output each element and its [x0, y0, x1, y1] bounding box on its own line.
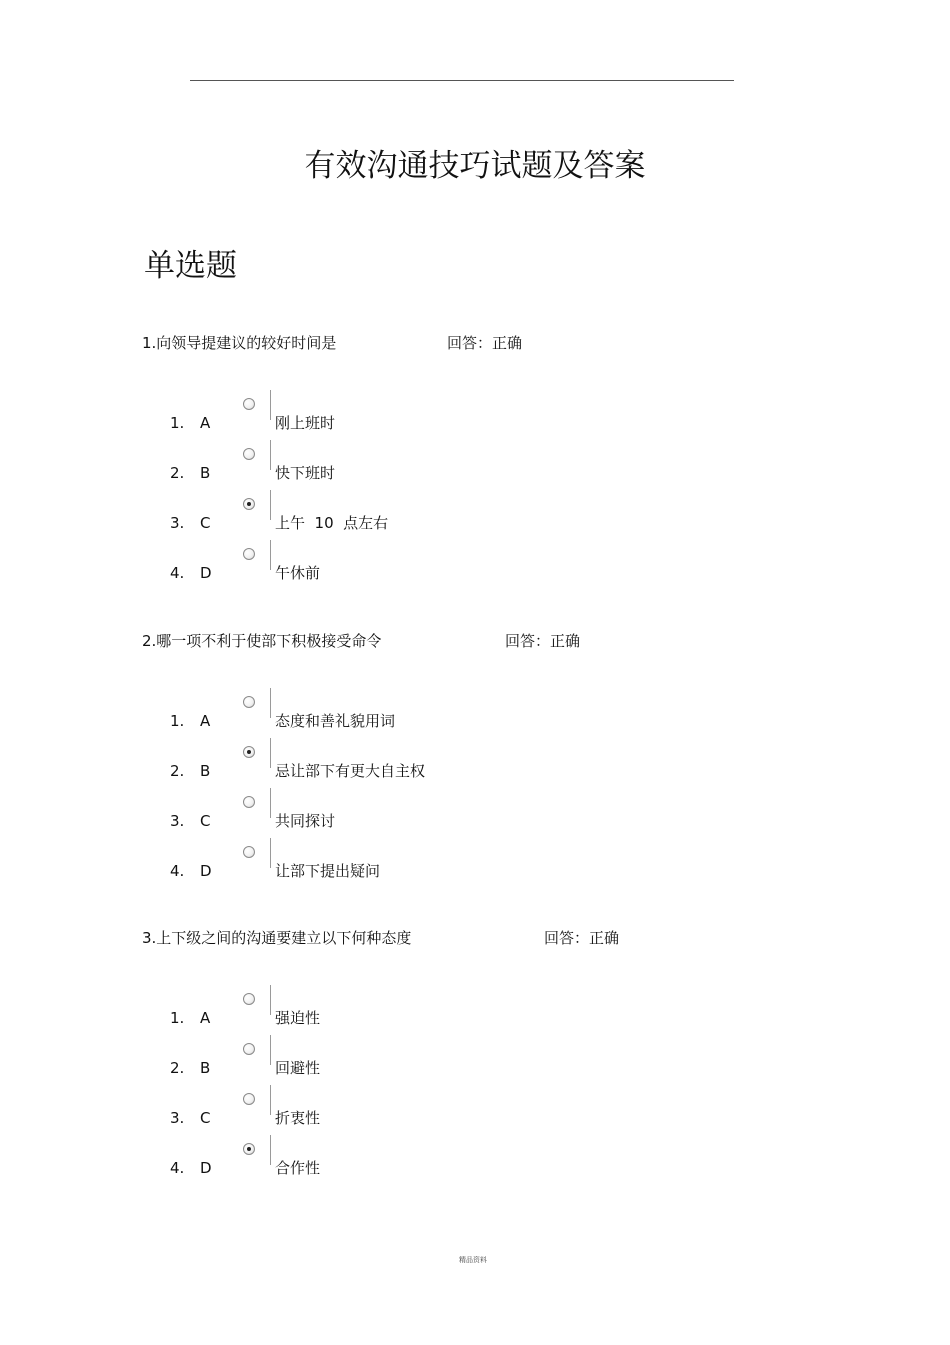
answer-status: 回答：正确 — [447, 334, 523, 352]
question-2 — [0, 630, 950, 900]
option-text: 刚上班时 — [275, 414, 336, 432]
option-text: 上午 10 点左右 — [275, 514, 389, 532]
radio-button[interactable] — [243, 796, 255, 808]
radio-button[interactable] — [243, 398, 255, 410]
question-text: 3.上下级之间的沟通要建立以下何种态度 — [142, 929, 412, 947]
option-text: 午休前 — [275, 564, 321, 582]
option-letter: C — [200, 812, 211, 830]
option-letter: C — [200, 514, 211, 532]
option-text: 态度和善礼貌用词 — [275, 712, 396, 730]
option-letter: D — [200, 1159, 212, 1177]
option-letter: C — [200, 1109, 211, 1127]
option-number: 2. — [170, 762, 185, 780]
option-text: 快下班时 — [275, 464, 336, 482]
separator — [270, 1135, 271, 1165]
question-text: 1.向领导提建议的较好时间是 — [142, 334, 337, 352]
separator — [270, 1035, 271, 1065]
separator — [270, 838, 271, 868]
separator — [270, 738, 271, 768]
radio-button[interactable] — [243, 1043, 255, 1055]
option-number: 2. — [170, 464, 185, 482]
separator — [270, 985, 271, 1015]
option-row — [0, 1143, 700, 1183]
option-number: 3. — [170, 812, 185, 830]
option-text: 合作性 — [275, 1159, 321, 1177]
option-number: 1. — [170, 1009, 185, 1027]
option-letter: A — [200, 712, 211, 730]
option-row — [0, 846, 700, 886]
question-1 — [0, 332, 950, 602]
option-row — [0, 696, 700, 736]
radio-button[interactable] — [243, 696, 255, 708]
separator — [270, 390, 271, 420]
option-letter: B — [200, 1059, 211, 1077]
option-row — [0, 796, 700, 836]
option-number: 4. — [170, 862, 185, 880]
answer-status: 回答：正确 — [505, 632, 581, 650]
option-row — [0, 548, 700, 588]
separator — [270, 490, 271, 520]
separator — [270, 688, 271, 718]
radio-button[interactable] — [243, 1093, 255, 1105]
document-title: 有效沟通技巧试题及答案 — [304, 148, 646, 184]
option-row — [0, 398, 700, 438]
option-row — [0, 498, 700, 538]
separator — [270, 1085, 271, 1115]
option-row — [0, 993, 700, 1033]
option-number: 4. — [170, 1159, 185, 1177]
top-divider — [190, 80, 734, 81]
option-letter: D — [200, 564, 212, 582]
radio-button[interactable] — [243, 1143, 255, 1155]
option-text: 共同探讨 — [275, 812, 336, 830]
option-text: 回避性 — [275, 1059, 321, 1077]
separator — [270, 788, 271, 818]
question-3 — [0, 927, 950, 1197]
option-row — [0, 1093, 700, 1133]
option-row — [0, 746, 700, 786]
option-letter: B — [200, 464, 211, 482]
answer-status: 回答：正确 — [544, 929, 620, 947]
option-number: 1. — [170, 712, 185, 730]
option-row — [0, 448, 700, 488]
radio-button[interactable] — [243, 846, 255, 858]
option-letter: A — [200, 414, 211, 432]
radio-button[interactable] — [243, 746, 255, 758]
option-text: 折衷性 — [275, 1109, 321, 1127]
radio-button[interactable] — [243, 498, 255, 510]
separator — [270, 440, 271, 470]
option-letter: A — [200, 1009, 211, 1027]
option-number: 1. — [170, 414, 185, 432]
option-text: 强迫性 — [275, 1009, 321, 1027]
option-number: 2. — [170, 1059, 185, 1077]
footer-note: 精品资料 — [459, 1256, 487, 1264]
option-text: 忌让部下有更大自主权 — [275, 762, 426, 780]
option-letter: B — [200, 762, 211, 780]
option-number: 3. — [170, 514, 185, 532]
option-number: 3. — [170, 1109, 185, 1127]
option-number: 4. — [170, 564, 185, 582]
separator — [270, 540, 271, 570]
option-text: 让部下提出疑问 — [275, 862, 381, 880]
question-text: 2.哪一项不利于使部下积极接受命令 — [142, 632, 382, 650]
option-row — [0, 1043, 700, 1083]
radio-button[interactable] — [243, 548, 255, 560]
option-letter: D — [200, 862, 212, 880]
radio-button[interactable] — [243, 448, 255, 460]
section-title: 单选题 — [144, 248, 237, 284]
radio-button[interactable] — [243, 993, 255, 1005]
